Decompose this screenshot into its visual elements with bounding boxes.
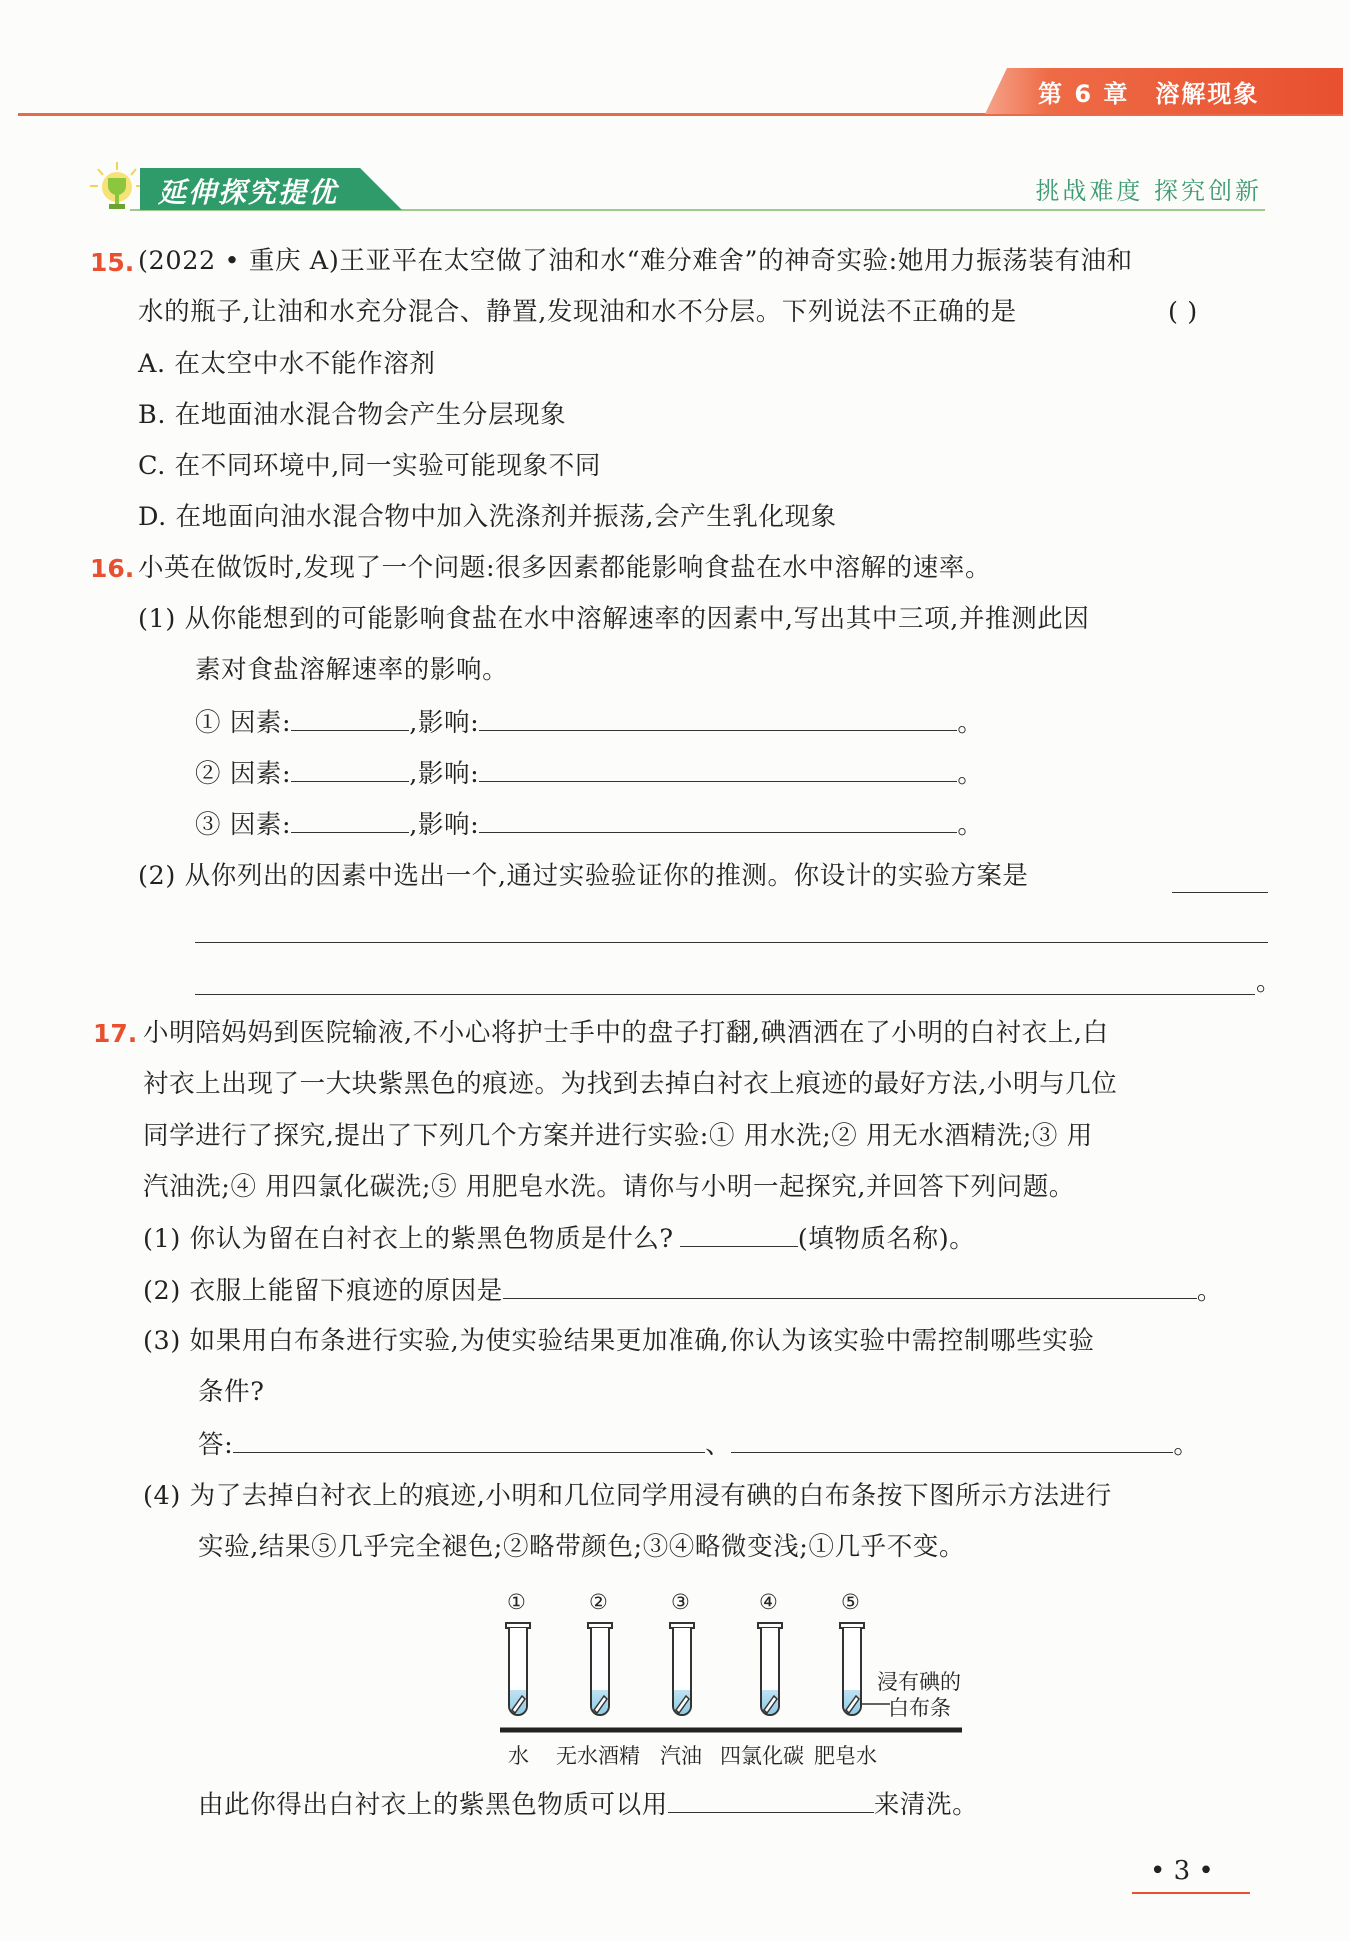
- q16-row-3: [195, 808, 983, 841]
- q16-part1-line2: 素对食盐溶解速率的影响。: [195, 655, 509, 685]
- q15-option-d: D. 在地面向油水混合物中加入洗涤剂并振荡,会产生乳化现象: [138, 502, 837, 532]
- question-number-15: 15.: [90, 248, 135, 277]
- q17-part2-blank[interactable]: [503, 1274, 1197, 1299]
- q17-part1-end: (填物质名称)。: [797, 1224, 976, 1254]
- q16-row-2: [195, 757, 983, 790]
- q16-part2-end: 。: [1256, 967, 1283, 997]
- q17-stem-line3: 同学进行了探究,提出了下列几个方案并进行实验:① 用水洗;② 用无水酒精洗;③ 用: [143, 1121, 1093, 1151]
- q17-conclusion: [198, 1788, 978, 1821]
- tube-number-1: ①: [507, 1590, 526, 1614]
- row-number: ②: [195, 759, 222, 789]
- q15-option-a: A. 在太空中水不能作溶剂: [138, 349, 436, 379]
- tube-number-4: ④: [759, 1590, 778, 1614]
- callout-line-1: 浸有碘的: [877, 1670, 961, 1694]
- row-end: 。: [957, 810, 984, 840]
- footer-rule: [1132, 1892, 1250, 1894]
- question-number-16: 16.: [90, 554, 135, 583]
- q17-part3-line2: 条件?: [198, 1377, 265, 1407]
- q17-part2-text: (2) 衣服上能留下痕迹的原因是: [143, 1276, 503, 1306]
- q16-stem: 小英在做饭时,发现了一个问题:很多因素都能影响食盐在水中溶解的速率。: [138, 553, 992, 583]
- q17-part1-text: (1) 你认为留在白衬衣上的紫黑色物质是什么?: [143, 1224, 674, 1254]
- q17-stem-line2: 衬衣上出现了一大块紫黑色的痕迹。为找到去掉白衬衣上痕迹的最好方法,小明与几位: [143, 1069, 1118, 1099]
- label-water: 水: [508, 1744, 529, 1768]
- label-soapy-water: 肥皂水: [814, 1744, 877, 1768]
- effect-label: ,影响:: [409, 708, 480, 738]
- tube-5: [840, 1623, 864, 1715]
- tube-1: [506, 1623, 530, 1715]
- tube-number-5: ⑤: [841, 1590, 860, 1614]
- q16-part1-line1: (1) 从你能想到的可能影响食盐在水中溶解速率的因素中,写出其中三项,并推测此因: [138, 604, 1090, 634]
- label-alcohol: 无水酒精: [556, 1744, 640, 1768]
- answer-label: 答:: [198, 1430, 234, 1460]
- q16-answer-line-2[interactable]: [195, 994, 1255, 995]
- tube-3: [670, 1623, 694, 1715]
- q17-stem-line4: 汽油洗;④ 用四氯化碳洗;⑤ 用肥皂水洗。请你与小明一起探究,并回答下列问题。: [143, 1172, 1075, 1202]
- effect-label: ,影响:: [409, 810, 480, 840]
- q17-part4-line1: (4) 为了去掉白衬衣上的痕迹,小明和几位同学用浸有碘的白布条按下图所示方法进行: [143, 1481, 1112, 1511]
- chapter-title: 溶解现象: [1155, 80, 1260, 108]
- q16-part2: (2) 从你列出的因素中选出一个,通过实验验证你的推测。你设计的实验方案是: [138, 861, 1029, 891]
- factor-label: 因素:: [229, 759, 292, 789]
- factor-blank[interactable]: [291, 706, 409, 731]
- chapter-heading: [1038, 74, 1285, 109]
- q17-part1-blank[interactable]: [680, 1222, 798, 1247]
- q15-answer-paren: ( ): [1168, 297, 1198, 327]
- q17-stem-line1: 小明陪妈妈到医院输液,不小心将护士手中的盘子打翻,碘酒洒在了小明的白衬衣上,白: [143, 1018, 1109, 1048]
- q17-part3-answer: [198, 1428, 1200, 1461]
- q17-part3-line1: (3) 如果用白布条进行实验,为使实验结果更加准确,你认为该实验中需控制哪些实验: [143, 1326, 1095, 1356]
- tube-number-3: ③: [671, 1590, 690, 1614]
- effect-label: ,影响:: [409, 759, 480, 789]
- q16-row-1: [195, 706, 983, 739]
- q17-part2: [143, 1274, 1223, 1307]
- label-gasoline: 汽油: [660, 1744, 702, 1768]
- tube-number-2: ②: [589, 1590, 608, 1614]
- test-tube-figure: [490, 1580, 970, 1780]
- question-number-17: 17.: [93, 1019, 138, 1048]
- q15-stem-line2: 水的瓶子,让油和水充分混合、静置,发现油和水不分层。下列说法不正确的是: [138, 297, 1017, 327]
- q17-part1: [143, 1222, 975, 1255]
- conclusion-end: 来清洗。: [873, 1790, 979, 1820]
- q17-part3-blank-2[interactable]: [731, 1428, 1173, 1453]
- callout-line-2: 白布条: [888, 1696, 951, 1720]
- answer-end: 。: [1173, 1430, 1200, 1460]
- section-title: 延伸探究提优: [158, 176, 339, 209]
- section-tagline: 挑战难度 探究创新: [1035, 177, 1262, 205]
- tube-2: [588, 1623, 612, 1715]
- q15-option-b: B. 在地面油水混合物会产生分层现象: [138, 400, 567, 430]
- tube-4: [758, 1623, 782, 1715]
- chapter-number: 第 6 章: [1038, 80, 1130, 108]
- row-end: 。: [957, 708, 984, 738]
- trophy-icon: [88, 160, 146, 218]
- q17-part2-end: 。: [1196, 1276, 1223, 1306]
- factor-blank[interactable]: [291, 757, 409, 782]
- row-number: ③: [195, 810, 222, 840]
- effect-blank[interactable]: [479, 706, 957, 731]
- q17-part3-blank-1[interactable]: [233, 1428, 705, 1453]
- effect-blank[interactable]: [479, 808, 957, 833]
- label-ccl4: 四氯化碳: [720, 1744, 804, 1768]
- factor-blank[interactable]: [291, 808, 409, 833]
- q16-answer-line-1[interactable]: [195, 942, 1268, 943]
- row-end: 。: [957, 759, 984, 789]
- factor-label: 因素:: [229, 708, 292, 738]
- q16-part2-blank[interactable]: [1172, 892, 1268, 893]
- q17-part4-line2: 实验,结果⑤几乎完全褪色;②略带颜色;③④略微变浅;①几乎不变。: [198, 1532, 966, 1562]
- conclusion-blank[interactable]: [668, 1788, 874, 1813]
- separator: 、: [705, 1430, 732, 1460]
- row-number: ①: [195, 708, 222, 738]
- page-number: • 3 •: [1150, 1856, 1214, 1886]
- q15-stem-line1: (2022 • 重庆 A)王亚平在太空做了油和水“难分难舍”的神奇实验:她用力振荡装有油和: [138, 246, 1133, 276]
- factor-label: 因素:: [229, 810, 292, 840]
- q15-option-c: C. 在不同环境中,同一实验可能现象不同: [138, 451, 601, 481]
- conclusion-text: 由此你得出白衬衣上的紫黑色物质可以用: [198, 1790, 668, 1820]
- effect-blank[interactable]: [479, 757, 957, 782]
